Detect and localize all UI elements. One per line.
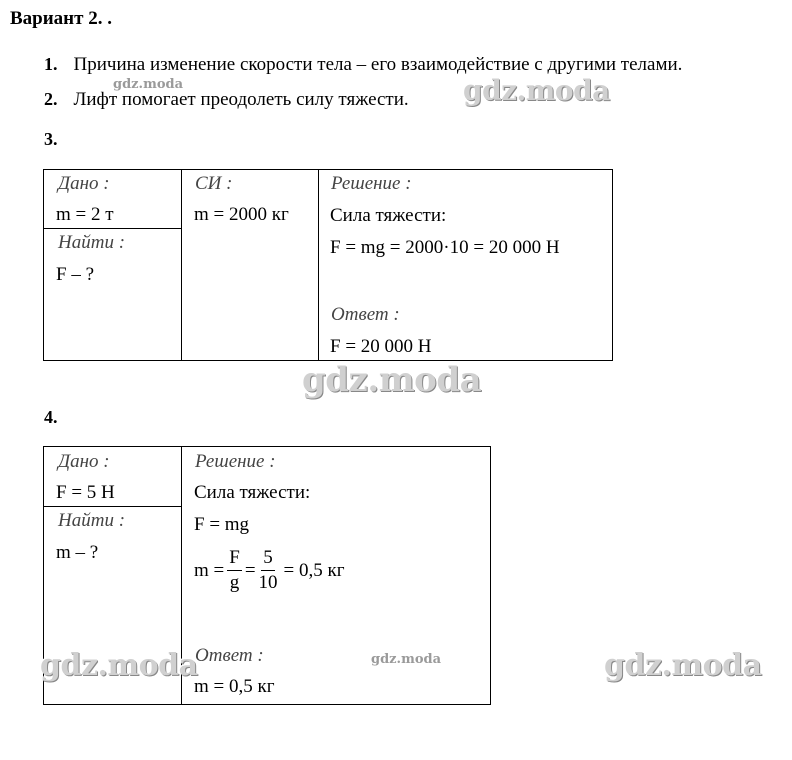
task4-fraction-2 bbox=[259, 548, 278, 593]
task4-solution-line1: Сила тяжести: bbox=[194, 482, 311, 503]
task3-given-value: m = 2 т bbox=[56, 204, 114, 225]
task3-given-label: Дано : bbox=[58, 173, 110, 194]
answer-2-number: 2. bbox=[44, 89, 58, 109]
answer-4-number: 4. bbox=[44, 407, 58, 427]
task4-find-value: m – ? bbox=[56, 542, 99, 563]
task3-answer-value: F = 20 000 Н bbox=[330, 336, 432, 357]
answer-2 bbox=[44, 89, 409, 111]
task4-formula-lhs: m = bbox=[194, 559, 225, 581]
task4-fraction-2-numerator: 5 bbox=[261, 548, 275, 571]
task3-si-label: СИ : bbox=[195, 173, 233, 194]
task3-solution-line2: F = mg = 2000·10 = 20 000 Н bbox=[330, 237, 560, 258]
watermark-big-4: gdz.moda bbox=[604, 648, 762, 683]
answer-1-text: Причина изменение скорости тела – его взаимодействие с другими телами. bbox=[73, 54, 683, 75]
task4-fraction-1-numerator: F bbox=[227, 548, 242, 571]
task3-given-divider bbox=[43, 228, 182, 229]
task4-formula-rhs: = 0,5 кг bbox=[283, 559, 345, 581]
task3-solution-line1: Сила тяжести: bbox=[330, 205, 447, 226]
task4-solution-label: Решение : bbox=[195, 451, 276, 472]
answer-1-number: 1. bbox=[44, 54, 58, 74]
task4-fraction-1 bbox=[227, 548, 242, 593]
watermark-big-1: gdz.moda bbox=[463, 74, 610, 107]
task3-divider-1 bbox=[181, 169, 182, 361]
task3-find-value: F – ? bbox=[56, 264, 94, 285]
watermark-big-2: gdz.moda bbox=[302, 360, 482, 400]
task4-formula-eq: = bbox=[244, 559, 256, 581]
answer-3-number: 3. bbox=[44, 129, 58, 149]
task3-divider-2 bbox=[318, 169, 319, 361]
task3-find-label: Найти : bbox=[58, 232, 126, 253]
page-title: Вариант 2. . bbox=[10, 8, 112, 29]
task4-answer-label: Ответ : bbox=[195, 645, 264, 666]
task4-given-divider bbox=[43, 506, 182, 507]
watermark-small-1: gdz.moda bbox=[113, 77, 184, 92]
task4-fraction-1-denominator: g bbox=[229, 572, 240, 593]
answer-1 bbox=[44, 54, 682, 76]
watermark-big-3: gdz.moda bbox=[40, 648, 198, 683]
task4-find-label: Найти : bbox=[58, 510, 126, 531]
task3-table bbox=[43, 169, 613, 361]
answer-2-text: Лифт помогает преодолеть силу тяжести. bbox=[73, 89, 409, 110]
task4-fraction-2-denominator: 10 bbox=[258, 572, 278, 593]
task4-given-value: F = 5 Н bbox=[56, 482, 115, 503]
task3-answer-label: Ответ : bbox=[331, 304, 400, 325]
task4-solution-line2: F = mg bbox=[194, 514, 250, 535]
watermark-small-2: gdz.moda bbox=[371, 652, 442, 667]
task4-formula bbox=[194, 548, 345, 593]
task4-answer-value: m = 0,5 кг bbox=[194, 676, 275, 697]
task3-solution-label: Решение : bbox=[331, 173, 412, 194]
task4-given-label: Дано : bbox=[58, 451, 110, 472]
task3-si-value: m = 2000 кг bbox=[194, 204, 289, 225]
